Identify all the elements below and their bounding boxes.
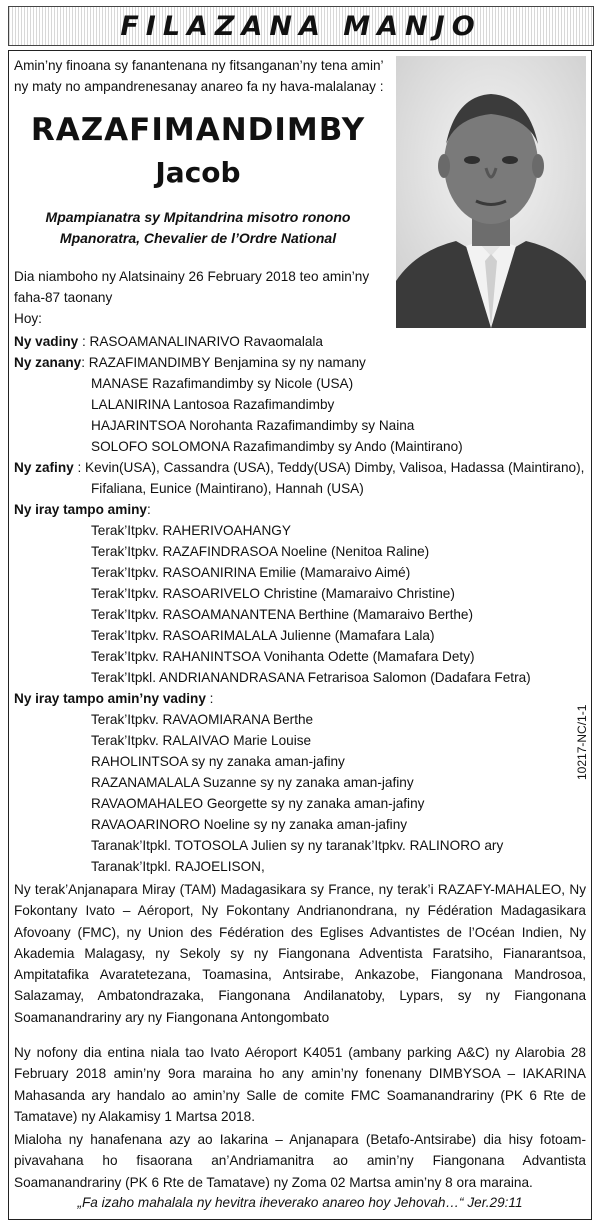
child-name: LALANIRINA Lantosoa Razafimandimby (91, 397, 335, 412)
sibling-name: Terak’Itpkv. RAZAFINDRASOA Noeline (Nenitoa Raline) (91, 544, 430, 559)
grandchildren-label: Ny zafiny (14, 460, 74, 475)
child-name: HAJARINTSOA Norohanta Razafimandimby sy Naina (91, 418, 415, 433)
death-notice-line-1: Dia niamboho ny Alatsinainy 26 February 2018 teo amin’ny (14, 269, 370, 284)
deceased-firstname: Jacob (155, 156, 241, 189)
intro-line-1: Amin’ny finoana sy fanantenana ny fitsanganan’ny tena amin’ (14, 58, 384, 73)
organisations-paragraph: Ny terak’Anjanapara Miray (TAM) Madagasikara sy France, ny terak’i RAZAFY-MAHALEO, Ny Fokontany Ivato – Aéroport, Ny Fokontany Andrianondrana, ny Fédération Madagasikara Afovoany (FMC), ny Union des Fédération des Eglises Advantistes de l’Océan Indien, Ny Akademia Malagasy, ny Sekoly sy ny Fiangonana Adventista Faratsiho, Fianarantsoa, Ampitatafika Avaratetezana, Toamasina, Antsirabe, Ankazobe, Fiangonana Mandrosoa, Salazamay, Ambatondrazaka, Fiangonana Andilanatoby, Lypars, sy ny Fiangonana Soamanandrariny ary ny Fiangonana Antongombato (14, 882, 586, 1025)
notice-header (8, 6, 594, 46)
spouse-sibling-name: Terak’Itpkv. RAVAOMIARANA Berthe (91, 712, 314, 727)
sibling-name: Terak’Itpkv. RASOARIVELO Christine (Mamaraivo Christine) (91, 586, 455, 601)
intro-line-2: ny maty no ampandrenesanay anareo fa ny hava-malalanay : (14, 79, 384, 94)
spouse-name: : RASOAMANALINARIVO Ravaomalala (78, 334, 323, 349)
death-notice-line-2: faha-87 taonany (14, 290, 113, 305)
siblings-label: Ny iray tampo aminy (14, 502, 147, 517)
portrait-image (396, 56, 586, 328)
sibling-name: Terak’Itpkv. RASOANIRINA Emilie (Mamaraivo Aimé) (91, 565, 411, 580)
sibling-name: Terak’Itpkv. RAHANINTSOA Vonihanta Odette (Mamafara Dety) (91, 649, 475, 664)
descendants-line: Taranak’Itpkl. TOTOSOLA Julien sy ny taranak’Itpkv. RALINORO ary (91, 838, 504, 853)
bible-verse: „Fa izaho mahalala ny hevitra iheverako anareo hoy Jehovah…“ Jer.29:11 (77, 1195, 523, 1210)
reference-number: 10217-NC/1-1 (575, 704, 589, 780)
children-row (14, 352, 366, 373)
sibling-name: Terak’Itpkv. RASOARIMALALA Julienne (Mamafara Lala) (91, 628, 435, 643)
sibling-name: Terak’Itpkv. RAHERIVOAHANGY (91, 523, 291, 538)
spouse-sibling-name: Terak’Itpkv. RALAIVAO Marie Louise (91, 733, 312, 748)
spouse-label: Ny vadiny (14, 334, 79, 349)
sibling-name: Terak’Itpkl. ANDRIANANDRASANA Fetrarisoa Salomon (Dadafara Fetra) (91, 670, 531, 685)
spouse-row (14, 331, 323, 352)
spouse-sibling-name: RAHOLINTSOA sy ny zanaka aman-jafiny (91, 754, 345, 769)
siblings-row (14, 499, 151, 520)
spouse-siblings-label: Ny iray tampo amin’ny vadiny (14, 691, 206, 706)
siblings-colon: : (146, 502, 151, 517)
spouse-siblings-colon: : (205, 691, 214, 706)
spouse-siblings-row (14, 688, 213, 709)
spouse-sibling-name: RAVAOMAHALEO Georgette sy ny zanaka aman-jafiny (91, 796, 425, 811)
grandchildren-names: : Kevin(USA), Cassandra (USA), Teddy(USA) Dimby, Valisoa, Hadassa (Maintirano), (73, 460, 585, 475)
grandchildren-row (14, 457, 584, 478)
child-name: SOLOFO SOLOMONA Razafimandimby sy Ando (Maintirano) (91, 439, 463, 454)
grandchildren-names: Fifaliana, Eunice (Maintirano), Hannah (USA) (91, 481, 364, 496)
sibling-name: Terak’Itpkv. RASOAMANANTENA Berthine (Mamaraivo Berthe) (91, 607, 473, 622)
child-name: : RAZAFIMANDIMBY Benjamina sy ny namany (81, 355, 366, 370)
notice-title: FILAZANA MANJO (120, 10, 482, 42)
funeral-paragraph-1: Ny nofony dia entina niala tao Ivato Aéroport K4051 (ambany parking A&C) ny Alarobia 28 February 2018 amin’ny 9ora maraina ho any amin’ny fonenany DIMBYSOA – IAKARINA Mahasanda ary handalo ao amin’ny Salle de comite FMC Soamanandrariny (PK 6 Rte de Tamatave) ny Alakamisy 1 Martsa 2018. (14, 1045, 586, 1124)
child-name: MANASE Razafimandimby sy Nicole (USA) (91, 376, 354, 391)
spouse-sibling-name: RAZANAMALALA Suzanne sy ny zanaka aman-jafiny (91, 775, 414, 790)
descendants-line-end: Taranak’Itpkl. RAJOELISON, (91, 859, 265, 874)
deceased-portrait (396, 56, 586, 328)
deceased-title-1: Mpampianatra sy Mpitandrina misotro ronono (45, 209, 351, 225)
deceased-title-2: Mpanoratra, Chevalier de l’Ordre National (59, 230, 337, 246)
spouse-sibling-name: RAVAOARINORO Noeline sy ny zanaka aman-jafiny (91, 817, 408, 832)
death-notice-line-3: Hoy: (14, 311, 42, 326)
deceased-surname: RAZAFIMANDIMBY (30, 112, 366, 148)
children-label: Ny zanany (14, 355, 82, 370)
funeral-paragraph-2: Mialoha ny hanafenana azy ao Iakarina – Anjanapara (Betafo-Antsirabe) dia hisy fotoam-pivavahana ho fisaorana an’Andriamanitra ao amin’ny Fiangonana Advantista Soamanandrariny (PK 6 Rte de Tamatave) ny Zoma 02 Martsa amin’ny 8 ora maraina. (14, 1132, 586, 1190)
